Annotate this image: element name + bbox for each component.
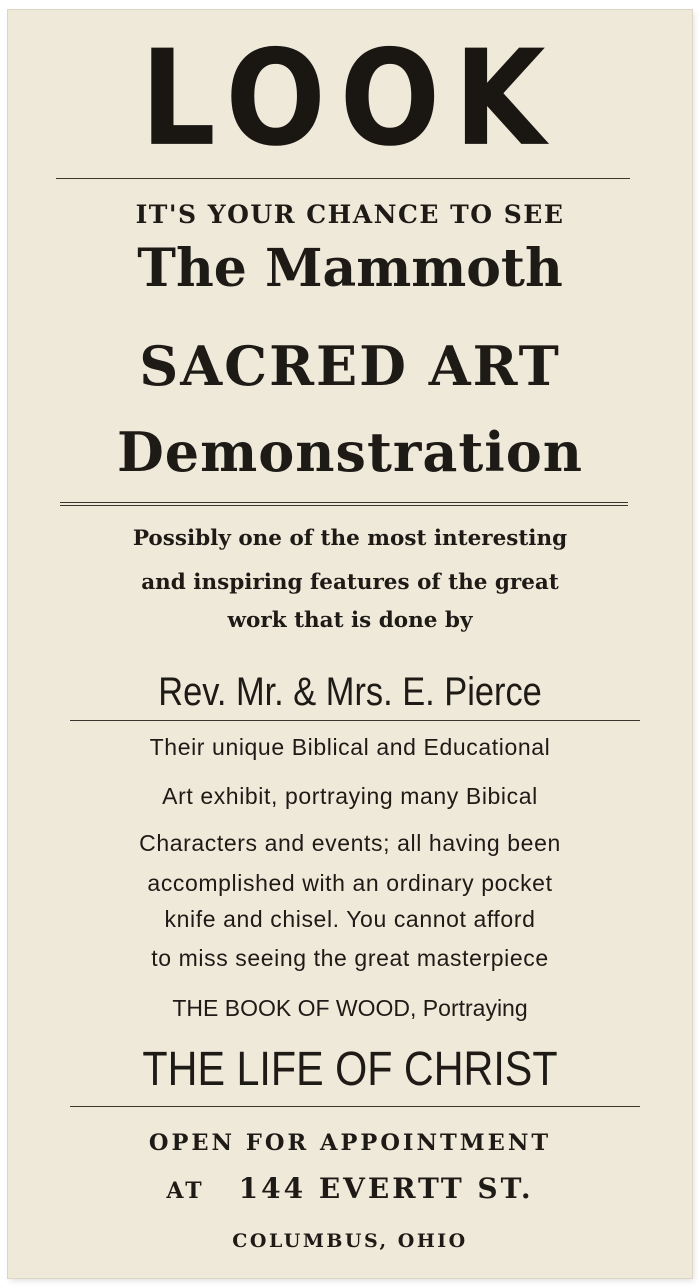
open-for-appointment: OPEN FOR APPOINTMENT bbox=[148, 1130, 552, 1156]
address-street: 144 EVERTT ST. bbox=[238, 1172, 534, 1205]
presenters: Rev. Mr. & Mrs. E. Pierce bbox=[158, 670, 542, 714]
description-line-2: Art exhibit, portraying many Bibical bbox=[162, 783, 538, 809]
flyer-card bbox=[8, 10, 692, 1278]
work-title: THE BOOK OF WOOD, Portraying bbox=[172, 995, 528, 1021]
title-line-3: Demonstration bbox=[116, 420, 584, 484]
address-line bbox=[8, 1172, 692, 1205]
work-subject: THE LIFE OF CHRIST bbox=[142, 1043, 558, 1096]
divider-top bbox=[56, 178, 630, 179]
intro-line-1: Possibly one of the most interesting bbox=[132, 526, 568, 551]
intro-line-3: work that is done by bbox=[227, 608, 473, 633]
description-line-1: Their unique Biblical and Educational bbox=[149, 734, 551, 760]
divider-bottom bbox=[70, 1106, 640, 1107]
divider-presenters bbox=[70, 720, 640, 721]
tagline: IT'S YOUR CHANCE TO SEE bbox=[135, 200, 565, 229]
description-line-6: to miss seeing the great masterpiece bbox=[151, 945, 549, 971]
headline-look: LOOK bbox=[140, 20, 560, 176]
city-state: COLUMBUS, OHIO bbox=[232, 1230, 468, 1252]
title-line-2: SACRED ART bbox=[139, 334, 561, 398]
intro-line-2: and inspiring features of the great bbox=[141, 570, 559, 595]
title-line-1: The Mammoth bbox=[137, 238, 563, 299]
description-line-4: accomplished with an ordinary pocket bbox=[147, 870, 553, 896]
description-line-5: knife and chisel. You cannot afford bbox=[164, 906, 536, 932]
address-prefix: AT bbox=[166, 1178, 205, 1204]
description-line-3: Characters and events; all having been bbox=[139, 830, 561, 856]
divider-title bbox=[60, 502, 628, 506]
